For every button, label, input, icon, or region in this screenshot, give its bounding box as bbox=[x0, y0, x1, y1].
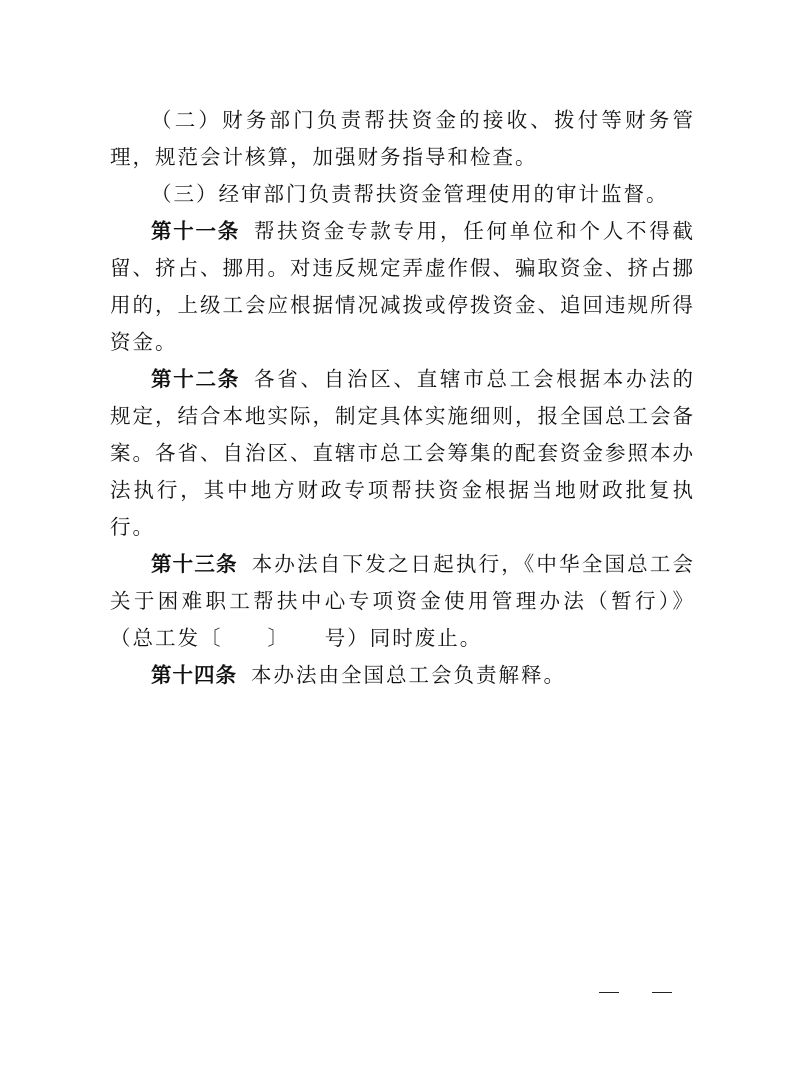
document-body bbox=[110, 102, 695, 694]
article-13 bbox=[110, 546, 695, 657]
article-text: 各省、自治区、直辖市总工会根据本办法的规定，结合本地实际，制定具体实施细则，报全国总工会备案。各省、自治区、直辖市总工会筹集的配套资金参照本办法执行，其中地方财政专项帮扶资金根据当地财政批复执行。 bbox=[110, 367, 695, 539]
article-text: 本办法由全国总工会负责解释。 bbox=[251, 663, 566, 687]
article-11 bbox=[110, 213, 695, 361]
footer-dash-right bbox=[652, 992, 672, 993]
article-number: 第十四条 bbox=[151, 663, 237, 687]
paragraph-audit-dept bbox=[110, 176, 695, 213]
article-number: 第十二条 bbox=[151, 367, 240, 391]
article-12 bbox=[110, 361, 695, 546]
paragraph-text: （二）财务部门负责帮扶资金的接收、拨付等财务管理，规范会计核算，加强财务指导和检查。 bbox=[110, 108, 695, 169]
article-text: 本办法自下发之日起执行，《中华全国总工会关于困难职工帮扶中心专项资金使用管理办法（暂行）》（总工发〔 〕 号）同时废止。 bbox=[110, 552, 696, 650]
paragraph-finance-dept bbox=[110, 102, 695, 176]
article-14 bbox=[110, 657, 695, 694]
article-text: 帮扶资金专款专用，任何单位和个人不得截留、挤占、挪用。对违反规定弄虚作假、骗取资金、挤占挪用的，上级工会应根据情况减拨或停拨资金、追回违规所得资金。 bbox=[110, 219, 695, 354]
article-number: 第十一条 bbox=[151, 219, 240, 243]
page-footer bbox=[597, 978, 677, 1002]
article-number: 第十三条 bbox=[151, 552, 238, 576]
paragraph-text: （三）经审部门负责帮扶资金管理使用的审计监督。 bbox=[151, 182, 669, 206]
footer-dash-left bbox=[599, 992, 619, 993]
